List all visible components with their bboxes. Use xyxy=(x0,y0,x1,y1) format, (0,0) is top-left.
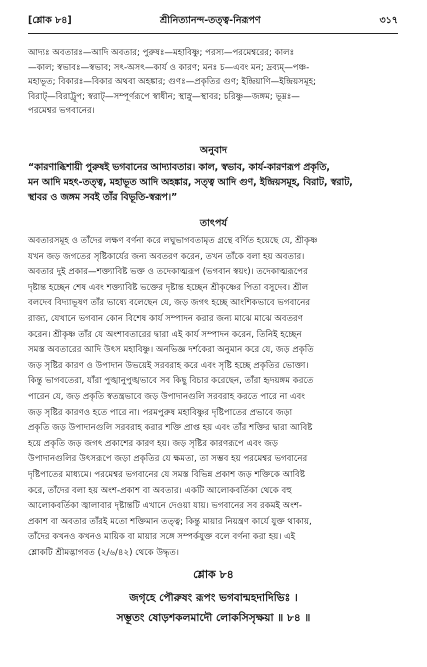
purport-line: উপাদানগুলির উৎসরূপে জড়া প্রকৃতির যে ক্ষমতা, তা সম্ভব হয় পরমেশ্বর ভগবানের xyxy=(28,454,308,465)
purport-line: করে, তাঁদের বলা হয় অংশ-প্রকাশ বা অবতার। একটি আলোকবর্তিকা থেকে বহু xyxy=(28,485,292,496)
verse-number: শ্লোক ৮৪ xyxy=(193,568,234,581)
purport-line: জড় সৃষ্টির কারণ ও উপাদান উভয়েই সরবরাহ করে এবং সৃষ্টি হচ্ছে প্রকৃতির ভোক্তা। xyxy=(28,360,309,371)
purport-line: প্রকাশ বা অবতার তাঁরই মতো শক্তিমান তত্ত্ব; কিন্তু মায়ার নিয়ন্ত্রণ কার্যে যুক্ত থাকায়, xyxy=(28,516,312,527)
purport-line: দৃষ্টান্ত হচ্ছেন শেষ এবং শক্ত্যাবিষ্ট ভক্তের দৃষ্টান্ত হচ্ছেন শ্রীকৃষ্ণের পিতা বসুদেব। শ্রীল xyxy=(28,282,309,293)
chapter-title: শ্রীনিত্যানন্দ-তত্ত্ব-নিরূপণ xyxy=(160,15,261,26)
purport-line: আলোকবর্তিকা জ্বালাবার দৃষ্টান্তটি এখানে দেওয়া যায়। ভগবানের সব রকমই অংশ- xyxy=(28,501,303,512)
verse-line: সম্ভূতং ষোড়শকলমাদৌ লোকসিসৃক্ষয়া ॥ ৮৪ ॥ xyxy=(116,612,311,624)
translation-line: মন আদি মহৎ-তত্ত্ব, মহাভূত আদি অহঙ্কার, সত্ত্ব আদি গুণ, ইন্দ্রিয়সমূহ, বিরাট, স্বরাট, xyxy=(28,177,353,189)
purport-line: কিন্তু ভাগবতেরা, যাঁরা পুঙ্খানুপুঙ্খভাবে সব কিছু বিচার করেছেন, তাঁরা হৃদয়ঙ্গম করতে xyxy=(28,376,314,387)
purport-line: অবতারসমূহ ও তাঁদের লক্ষণ বর্ণনা করে লঘুভাগবতামৃত গ্রন্থে বর্ণিত হয়েছে যে, শ্রীকৃষ্ণ xyxy=(28,236,318,246)
word-for-word-gloss xyxy=(28,46,398,119)
purport-line: পারেন যে, জড় প্রকৃতি স্বতন্ত্রভাবে জড় উপাদানগুলি সরবরাহ করতে পারে না এবং xyxy=(28,391,305,402)
gloss-line: আদ্যঃ অবতারঃ—আদি অবতার; পুরুষঃ—মহাবিষ্ণু; পরস্য—পরমেশ্বরের; কালঃ xyxy=(28,48,295,58)
gloss-line: বিরাট্—বিরাট্রূপ; স্বরাট্—সম্পূর্ণরূপে স্বাধীন; স্থাস্নু—স্থাবর; চরিষ্ণু—জঙ্গম; ভূম্নঃ— xyxy=(28,91,300,102)
purport-line: যখন জড় জগতের সৃষ্টিকার্যের জন্য অবতরণ করেন, তখন তাঁকে বলা হয় অবতার। xyxy=(28,251,305,262)
translation-line: “কারণাব্ধিশায়ী পুরুষই ভগবানের আদ্যাবতার। কাল, স্বভাব, কার্য-কারণরূপ প্রকৃতি, xyxy=(28,162,330,173)
page-header xyxy=(28,14,398,30)
purport-line: তাঁদের কখনও কখনও মায়িক বা মায়ার সঙ্গে সম্পর্কযুক্ত বলে বর্ণনা করা হয়। এই xyxy=(28,532,296,543)
translation-text xyxy=(28,160,398,206)
purport-line: অবতার দুই প্রকার—শক্ত্যাবিষ্ট ভক্ত ও তদেকাত্মরূপ (ভগবান স্বয়ং)। তদেকাত্মরূপের xyxy=(28,267,308,278)
translation-line: স্থাবর ও জঙ্গম সবই তাঁর বিভূতি-স্বরূপ।” xyxy=(28,192,178,204)
sanskrit-verse xyxy=(0,588,427,628)
purport-line: বলদেব বিদ্যাভূষণ তাঁর ভাষ্যে বলেছেন যে, জড় জগৎ হচ্ছে আংশিকভাবে ভগবানের xyxy=(28,298,311,309)
purport-line: প্রকৃতি জড় উপাদানগুলি সরবরাহ করার শক্তি প্রাপ্ত হয় এবং তাঁর শক্তির দ্বারা আবিষ্ট xyxy=(28,423,313,434)
purport-line: জড় সৃষ্টির কারণও হতে পারে না। পরমপুরুষ মহাবিষ্ণুর দৃষ্টিপাতের প্রভাবে জড়া xyxy=(28,407,293,418)
translation-heading: অনুবাদ xyxy=(199,145,228,156)
verse-line: জগৃহে পৌরুষং রূপং ভগবান্মহদাদিভিঃ । xyxy=(129,592,298,604)
purport-line: দৃষ্টিপাতের মাধ্যমে। পরমেশ্বর ভগবানের যে সমস্ত বিভিন্ন প্রকাশ জড় শক্তিকে আবিষ্ট xyxy=(28,469,305,480)
gloss-line: মহাভূত; বিকারঃ—বিকার অথবা অহঙ্কার; গুণঃ—প্রকৃতির গুণ; ইন্দ্রিয়াণি—ইন্দ্রিয়সমূহ; xyxy=(28,77,317,88)
purport-line: শ্লোকটি শ্রীমদ্ভাগবত (২/৬/৪২) থেকে উদ্ধৃত। xyxy=(28,547,179,558)
page-number: ৩১৭ xyxy=(379,15,398,26)
purport-text xyxy=(28,234,398,561)
purport-line: হয়ে প্রকৃতি জড় জগৎ প্রকাশের কারণ হয়। জড় সৃষ্টির কারণরূপে এবং জড় xyxy=(28,438,279,449)
gloss-line: —কাল; স্বভাবঃ—স্বভাব; সৎ-অসৎ—কার্য ও কারণ; মনঃ চ—এবং মন; দ্রব্যম্—পঞ্চ- xyxy=(28,62,310,73)
gloss-line: পরমেশ্বর ভগবানের। xyxy=(28,106,95,117)
purport-line: সমস্ত অবতারের আদি উৎস মহাবিষ্ণু। অনভিজ্ঞ দর্শকেরা অনুমান করে যে, জড় প্রকৃতি xyxy=(28,345,314,356)
header-divider xyxy=(28,33,398,34)
verse-reference: [শ্লোক ৮৪] xyxy=(28,15,72,26)
purport-line: করেন। শ্রীকৃষ্ণ তাঁর যে অংশাবতারের দ্বারা এই কার্য সম্পাদন করেন, তিনিই হচ্ছেন xyxy=(28,329,302,340)
purport-line: রাজ্য, যেখানে ভগবান কোন বিশেষ কার্য সম্পাদন করার জন্য মাঝে মাঝে অবতরণ xyxy=(28,313,303,324)
purport-heading: তাৎপর্য xyxy=(199,218,228,229)
